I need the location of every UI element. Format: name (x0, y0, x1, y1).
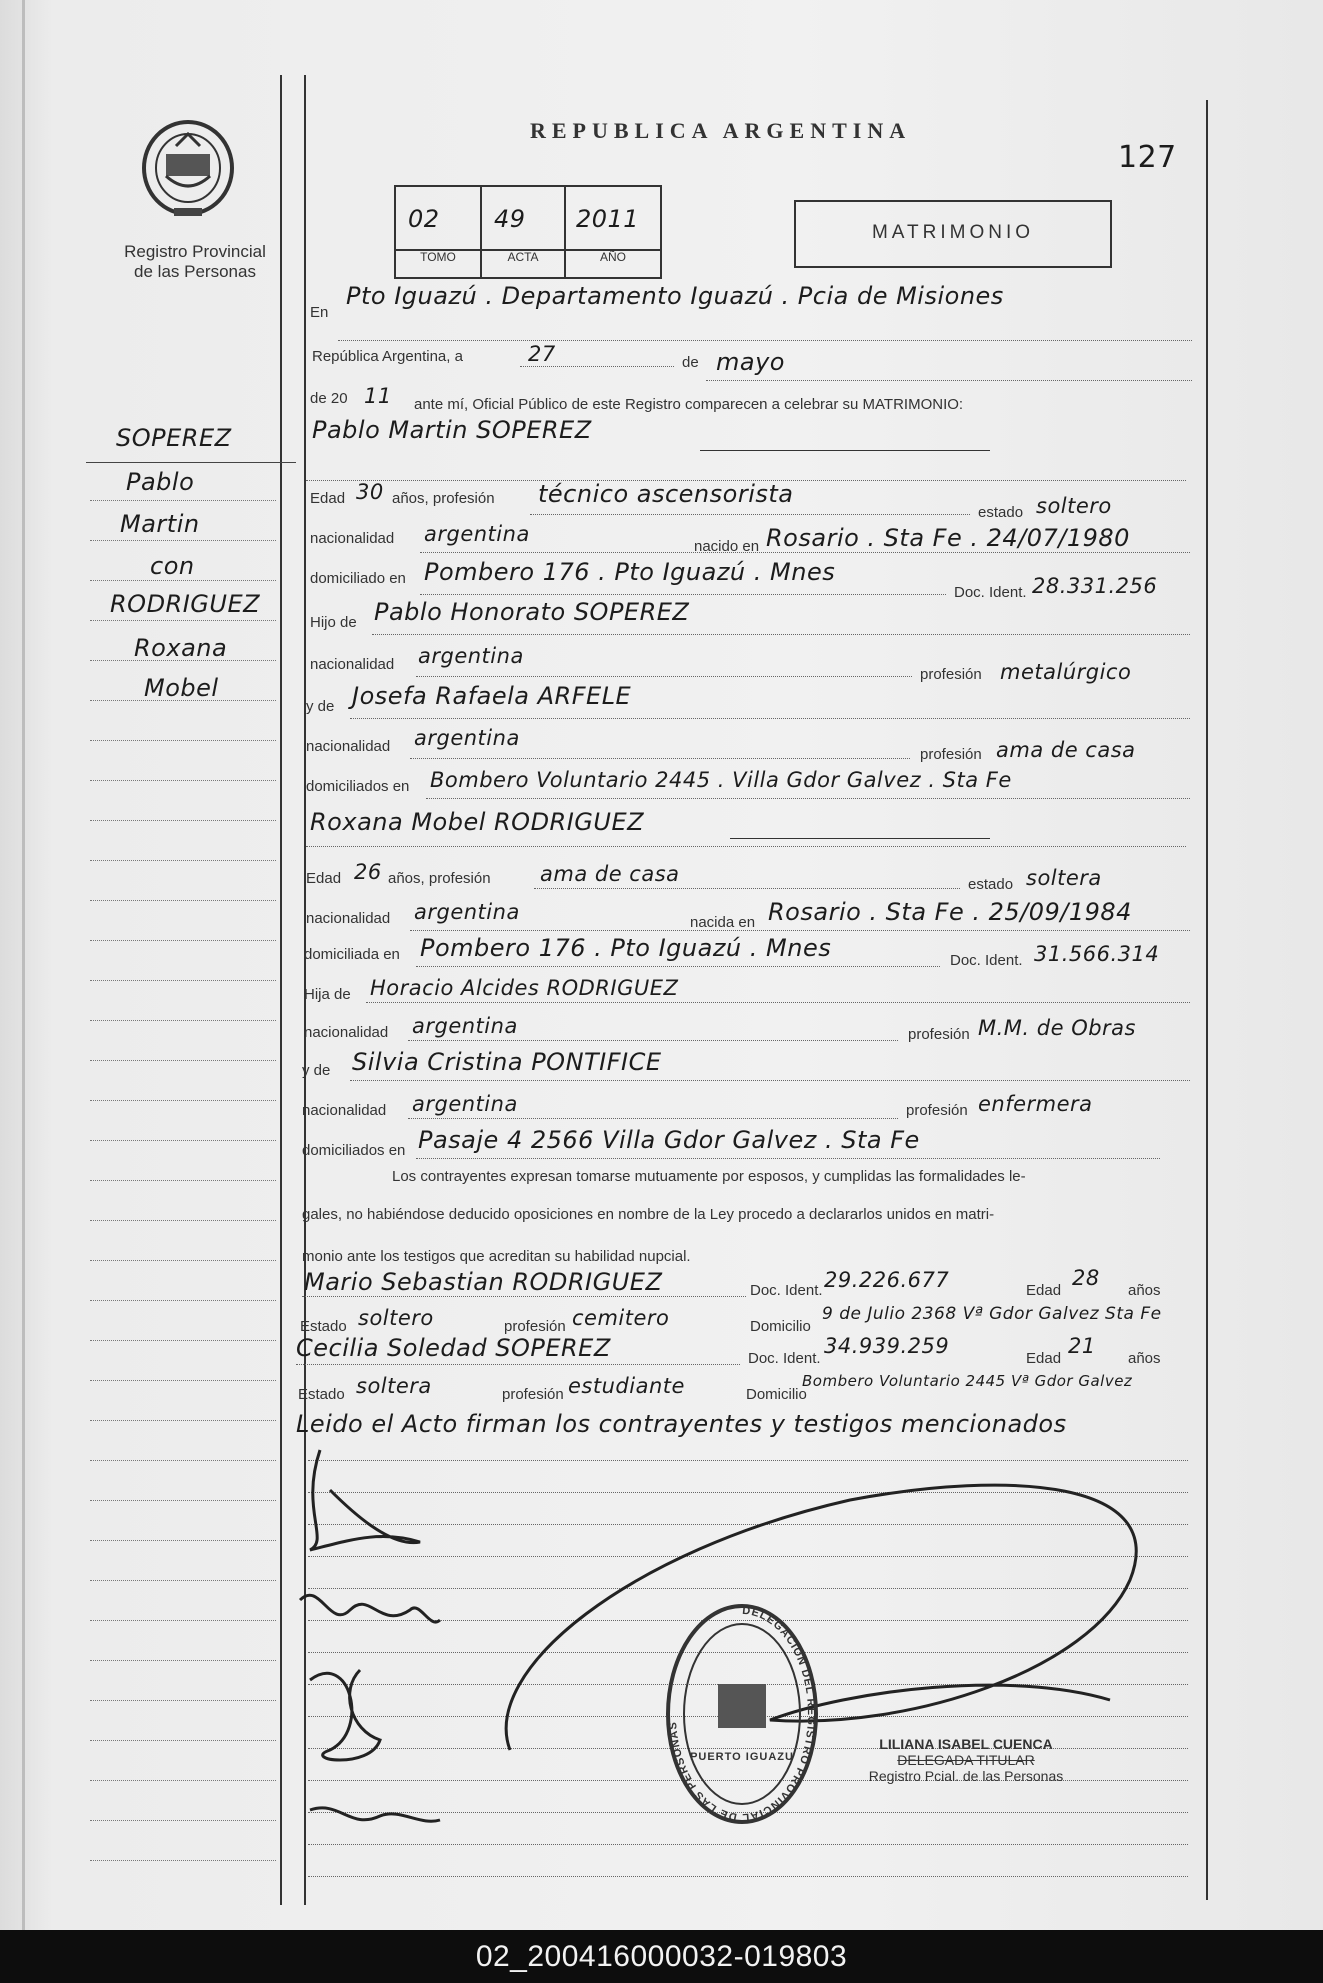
bride-profession: ama de casa (540, 862, 680, 886)
groom-birth: Rosario . Sta Fe . 24/07/1980 (766, 524, 1130, 552)
estado-label: estado (978, 504, 1024, 521)
margin-ruled-line (90, 580, 276, 581)
yde-label-2: y de (302, 1062, 331, 1079)
record-number-box (394, 185, 662, 279)
margin-ruled-line (90, 1100, 276, 1101)
nacionalidad-label-4: nacionalidad (306, 910, 391, 927)
witness-2-doc: 34.939.259 (824, 1334, 950, 1358)
nacionalidad-label: nacionalidad (310, 530, 395, 547)
bride-civil-status: soltera (1026, 866, 1102, 890)
edad-label-2: Edad (306, 870, 342, 887)
groom-parents-address: Bombero Voluntario 2445 . Villa Gdor Galvez . Sta Fe (430, 768, 1012, 792)
margin-ruled-line (90, 1300, 276, 1301)
bride-nationality: argentina (414, 900, 520, 924)
doc-label: Doc. Ident. (954, 584, 1027, 601)
groom-father-profession: metalúrgico (1000, 660, 1132, 684)
declaration-line-1: Los contrayentes expresan tomarse mutuamente por esposos, y cumplidas las formalidades le- (392, 1168, 1026, 1185)
margin-ruled-line (90, 1500, 276, 1501)
profesion-label-3: profesión (908, 1026, 970, 1043)
bride-doc: 31.566.314 (1034, 942, 1160, 966)
domiciliada-label: domiciliada en (304, 946, 400, 963)
witness-2-profesion-label: profesión (502, 1386, 564, 1403)
bride-address: Pombero 176 . Pto Iguazú . Mnes (420, 934, 832, 962)
bride-mother-profession: enfermera (978, 1092, 1093, 1116)
witness-1-age: 28 (1072, 1266, 1100, 1290)
nacionalidad-label-3: nacionalidad (306, 738, 391, 755)
officer-stamp (846, 1736, 1086, 1784)
doc-label-2: Doc. Ident. (950, 952, 1023, 969)
signatures (290, 1430, 470, 1850)
margin-ruled-line (90, 1860, 276, 1861)
yde-label: y de (306, 698, 335, 715)
witness-1-domicilio-label: Domicilio (750, 1318, 811, 1335)
nacionalidad-label-5: nacionalidad (304, 1024, 389, 1041)
witness-1-doc-label: Doc. Ident. (750, 1282, 823, 1299)
day-value: 27 (528, 342, 556, 366)
margin-ruled-line (90, 540, 276, 541)
witness-2-anios-label: años (1128, 1350, 1161, 1367)
domiciliado-label: domiciliado en (310, 570, 406, 587)
officer-title: DELEGADA TITULAR (897, 1752, 1035, 1768)
month-value: mayo (716, 348, 785, 376)
margin-ruled-line (90, 1180, 276, 1181)
margin-ruled-line (90, 1460, 276, 1461)
bride-name: Roxana Mobel RODRIGUEZ (310, 808, 645, 836)
witness-1-anios-label: años (1128, 1282, 1161, 1299)
groom-father: Pablo Honorato SOPEREZ (374, 598, 690, 626)
witness-1-estado-label: Estado (300, 1318, 347, 1335)
bride-father-profession: M.M. de Obras (978, 1016, 1136, 1040)
margin-name-1: Pablo (126, 468, 195, 496)
margin-con: con (150, 552, 195, 580)
groom-civil-status: soltero (1036, 494, 1112, 518)
witness-2-estado-label: Estado (298, 1386, 345, 1403)
margin-ruled-line (90, 1420, 276, 1421)
witness-2-age: 21 (1068, 1334, 1096, 1358)
body-right-border (1206, 100, 1208, 1900)
margin-ruled-line (90, 1060, 276, 1061)
hijo-label: Hijo de (310, 614, 357, 631)
profesion-label-2: profesión (920, 746, 982, 763)
witness-1-doc: 29.226.677 (824, 1268, 950, 1292)
bride-father: Horacio Alcides RODRIGUEZ (370, 976, 679, 1000)
hija-label: Hija de (304, 986, 351, 1003)
page-number: 127 (1118, 140, 1177, 175)
domiciliados-label-2: domiciliados en (302, 1142, 406, 1159)
provincial-shield-logo (136, 116, 240, 226)
scan-identifier: 02_200416000032-019803 (0, 1930, 1323, 1983)
witness-2-address: Bombero Voluntario 2445 Vª Gdor Galvez (802, 1372, 1133, 1390)
country-title: REPUBLICA ARGENTINA (530, 118, 912, 143)
margin-ruled-line (90, 780, 276, 781)
groom-address: Pombero 176 . Pto Iguazú . Mnes (424, 558, 836, 586)
groom-nationality: argentina (424, 522, 530, 546)
profesion-label: profesión (920, 666, 982, 683)
margin-surname: SOPEREZ (116, 424, 232, 452)
nacida-label: nacida en (690, 914, 756, 931)
witness-1-profession: cemitero (572, 1306, 670, 1330)
groom-profession: técnico ascensorista (538, 480, 794, 508)
margin-ruled-line (90, 1340, 276, 1341)
witness-2-name: Cecilia Soledad SOPEREZ (296, 1334, 611, 1362)
declaration-line-2: gales, no habiéndose deducido oposiciones en nombre de la Ley procedo a declararlos unidos en matri- (302, 1206, 995, 1223)
year-suffix-value: 11 (364, 384, 392, 408)
act-type-label: MATRIMONIO (871, 222, 1035, 243)
registry-name-line1: Registro Provincial (124, 242, 266, 261)
witness-2-civil-status: soltera (356, 1374, 432, 1398)
body-ruled-line (308, 1876, 1188, 1877)
bride-mother-nationality: argentina (412, 1092, 518, 1116)
de-label: de (682, 354, 699, 371)
margin-ruled-line (90, 860, 276, 861)
bride-age: 26 (354, 860, 382, 884)
anios-profesion-label-2: años, profesión (388, 870, 491, 887)
margin-ruled-line (90, 820, 276, 821)
margin-ruled-line (90, 1140, 276, 1141)
closing-statement: Leido el Acto firman los contrayentes y testigos mencionados (296, 1410, 1067, 1438)
edad-label: Edad (310, 490, 346, 507)
republica-label: República Argentina, a (312, 348, 463, 365)
margin-ruled-line (90, 740, 276, 741)
profesion-label-4: profesión (906, 1102, 968, 1119)
tomo-label: TOMO (420, 250, 456, 264)
margin-ruled-line (90, 1820, 276, 1821)
groom-age: 30 (356, 480, 384, 504)
registry-name-line2: de las Personas (134, 262, 256, 281)
witness-2-doc-label: Doc. Ident. (748, 1350, 821, 1367)
margin-ruled-line (90, 900, 276, 901)
margin-ruled-line (90, 1540, 276, 1541)
binding-edge (22, 0, 25, 1930)
seal-center-text: PUERTO IGUAZU (690, 1751, 794, 1763)
groom-mother-nationality: argentina (414, 726, 520, 750)
registry-name (100, 242, 290, 282)
acta-label: ACTA (507, 250, 539, 264)
witness-2-domicilio-label: Domicilio (746, 1386, 807, 1403)
estado-label-2: estado (968, 876, 1014, 893)
margin-ruled-line (90, 1220, 276, 1221)
seal-ring-text: DELEGACION DEL REGISTRO PROVINCIAL DE LAS PERSONAS (667, 1604, 817, 1824)
margin-ruled-line (90, 700, 276, 701)
margin-ruled-line (90, 940, 276, 941)
margin-ruled-line (90, 1700, 276, 1701)
margin-ruled-line (90, 1740, 276, 1741)
anios-profesion-label: años, profesión (392, 490, 495, 507)
margin-ruled-line (90, 1780, 276, 1781)
officer-text: ante mí, Oficial Público de este Registro comparecen a celebrar su MATRIMONIO: (414, 396, 964, 413)
officer-name: LILIANA ISABEL CUENCA (879, 1736, 1053, 1752)
groom-mother: Josefa Rafaela ARFELE (352, 682, 632, 710)
margin-name-4: Mobel (144, 674, 219, 702)
place-value: Pto Iguazú . Departamento Iguazú . Pcia de Misiones (346, 282, 1004, 310)
groom-father-nationality: argentina (418, 644, 524, 668)
anio-label: AÑO (599, 250, 626, 264)
nacionalidad-label-2: nacionalidad (310, 656, 395, 673)
margin-ruled-line (90, 1660, 276, 1661)
witness-1-name: Mario Sebastian RODRIGUEZ (304, 1268, 663, 1296)
margin-ruled-line (90, 1580, 276, 1581)
signature-3 (310, 1670, 380, 1760)
bride-mother: Silvia Cristina PONTIFICE (352, 1048, 662, 1076)
margin-ruled-line (90, 660, 276, 661)
acta-value: 49 (494, 205, 526, 233)
margin-ruled-line (90, 1260, 276, 1261)
signature-4 (310, 1808, 440, 1821)
bride-parents-address: Pasaje 4 2566 Villa Gdor Galvez . Sta Fe (418, 1126, 920, 1154)
declaration-line-3: monio ante los testigos que acreditan su habilidad nupcial. (302, 1248, 691, 1265)
groom-doc: 28.331.256 (1032, 574, 1158, 598)
margin-ruled-line (90, 1020, 276, 1021)
bride-father-nationality: argentina (412, 1014, 518, 1038)
signature-2 (300, 1595, 440, 1622)
groom-name: Pablo Martin SOPEREZ (312, 416, 592, 444)
en-label: En (310, 304, 329, 321)
bride-birth: Rosario . Sta Fe . 25/09/1984 (768, 898, 1132, 926)
witness-2-edad-label: Edad (1026, 1350, 1062, 1367)
margin-surname-2: RODRIGUEZ (110, 590, 261, 618)
domiciliados-label: domiciliados en (306, 778, 410, 795)
witness-1-civil-status: soltero (358, 1306, 434, 1330)
groom-mother-profession: ama de casa (996, 738, 1136, 762)
year-prefix-label: de 20 (310, 390, 348, 407)
margin-name-2: Martin (120, 510, 200, 538)
margin-ruled-line (90, 1620, 276, 1621)
nacionalidad-label-6: nacionalidad (302, 1102, 387, 1119)
anio-value: 2011 (576, 205, 640, 233)
margin-ruled-line (90, 500, 276, 501)
margin-divider (280, 75, 282, 1905)
witness-1-edad-label: Edad (1026, 1282, 1062, 1299)
witness-1-profesion-label: profesión (504, 1318, 566, 1335)
act-type-box (794, 200, 1112, 268)
witness-1-address: 9 de Julio 2368 Vª Gdor Galvez Sta Fe (822, 1304, 1162, 1324)
tomo-value: 02 (408, 205, 440, 233)
nacido-label: nacido en (694, 538, 760, 555)
registry-seal (662, 1600, 822, 1832)
margin-ruled-line (90, 1380, 276, 1381)
officer-office: Registro Pcial. de las Personas (868, 1768, 1064, 1784)
margin-ruled-line (90, 980, 276, 981)
margin-name-3: Roxana (134, 634, 228, 662)
signature-1 (310, 1450, 420, 1550)
witness-2-profession: estudiante (568, 1374, 685, 1398)
margin-ruled-line (90, 620, 276, 621)
